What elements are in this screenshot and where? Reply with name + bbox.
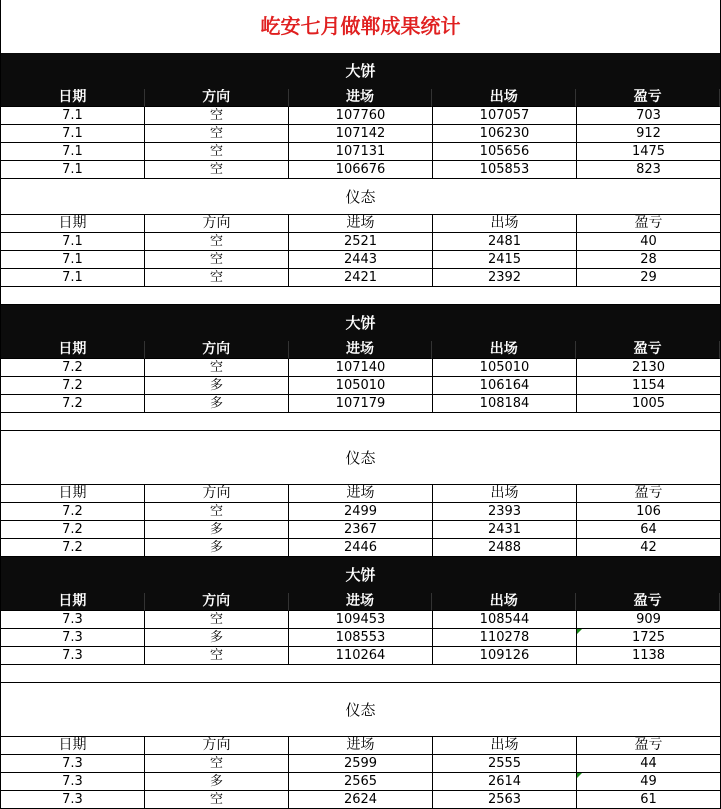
header-cell: 出场 [433, 485, 577, 503]
header-cell: 进场 [289, 341, 433, 359]
table-cell: 108553 [289, 629, 433, 647]
table-cell: 多 [145, 773, 289, 791]
table-cell: 多 [145, 377, 289, 395]
table-row [0, 107, 721, 125]
table-cell: 107140 [289, 359, 433, 377]
table-cell: 105656 [433, 143, 577, 161]
table-cell: 106164 [433, 377, 577, 395]
table-row [0, 251, 721, 269]
table-cell: 108184 [433, 395, 577, 413]
header-cell: 进场 [289, 737, 433, 755]
table-cell: 空 [145, 269, 289, 287]
table-cell: 7.1 [1, 233, 145, 251]
table-cell: 7.2 [1, 377, 145, 395]
table-cell: 2521 [289, 233, 433, 251]
table-cell: 2393 [433, 503, 577, 521]
header-cell: 日期 [1, 593, 145, 611]
table-cell: 109126 [433, 647, 577, 665]
table-cell: 7.2 [1, 503, 145, 521]
table-row [0, 755, 721, 773]
table-cell: 2481 [433, 233, 577, 251]
table-cell: 空 [145, 233, 289, 251]
table-row [0, 143, 721, 161]
table-cell: 106676 [289, 161, 433, 179]
table-cell: 1475 [577, 143, 720, 161]
header-cell: 盈亏 [577, 737, 720, 755]
btc-section [0, 53, 721, 179]
table-cell: 107057 [433, 107, 577, 125]
table-row [0, 629, 721, 647]
table-row [0, 791, 721, 809]
header-cell: 盈亏 [577, 485, 720, 503]
table-cell: 107131 [289, 143, 433, 161]
header-cell: 进场 [289, 593, 433, 611]
header-cell: 出场 [432, 89, 576, 107]
table-cell: 2421 [289, 269, 433, 287]
table-cell: 空 [145, 161, 289, 179]
table-cell: 2565 [289, 773, 433, 791]
header-cell: 出场 [432, 593, 576, 611]
table-cell: 2443 [289, 251, 433, 269]
table-cell: 多 [145, 539, 289, 557]
table-cell: 多 [145, 521, 289, 539]
table-cell: 7.3 [1, 629, 145, 647]
section-title: 大饼 [0, 557, 721, 593]
table-cell: 7.3 [1, 773, 145, 791]
sections-container [0, 53, 721, 809]
header-cell: 出场 [432, 341, 576, 359]
table-row [0, 269, 721, 287]
header-cell: 出场 [433, 737, 577, 755]
table-row [0, 233, 721, 251]
table-cell: 空 [145, 107, 289, 125]
table-cell: 7.1 [1, 143, 145, 161]
table-cell: 2367 [289, 521, 433, 539]
table-row [0, 125, 721, 143]
header-cell: 出场 [433, 215, 577, 233]
table-cell: 7.1 [1, 251, 145, 269]
table-cell: 空 [145, 647, 289, 665]
table-cell: 2130 [577, 359, 720, 377]
table-cell: 44 [577, 755, 720, 773]
table-cell: 7.1 [1, 269, 145, 287]
header-cell: 进场 [289, 89, 433, 107]
table-cell: 多 [145, 395, 289, 413]
table-cell: 64 [577, 521, 720, 539]
table-cell: 61 [577, 791, 720, 809]
table-row [0, 539, 721, 557]
header-row [0, 341, 721, 359]
table-row [0, 521, 721, 539]
eth-section [0, 179, 721, 287]
table-row [0, 377, 721, 395]
blank-row [0, 665, 721, 683]
table-cell: 2488 [433, 539, 577, 557]
table-cell: 2392 [433, 269, 577, 287]
table-cell: 29 [577, 269, 720, 287]
section-title: 仪态 [0, 431, 721, 485]
table-row [0, 647, 721, 665]
table-cell: 909 [577, 611, 720, 629]
table-cell: 107179 [289, 395, 433, 413]
table-cell: 7.2 [1, 539, 145, 557]
table-cell: 空 [145, 251, 289, 269]
header-cell: 方向 [145, 215, 289, 233]
header-cell: 盈亏 [576, 341, 720, 359]
table-cell: 105853 [433, 161, 577, 179]
header-row [0, 89, 721, 107]
table-cell: 110278 [433, 629, 577, 647]
table-cell: 空 [145, 143, 289, 161]
header-cell: 盈亏 [577, 215, 720, 233]
table-cell: 912 [577, 125, 720, 143]
table-cell: 7.1 [1, 161, 145, 179]
table-row [0, 395, 721, 413]
header-cell: 日期 [1, 89, 145, 107]
table-cell: 28 [577, 251, 720, 269]
table-cell: 108544 [433, 611, 577, 629]
table-cell: 空 [145, 125, 289, 143]
table-row [0, 161, 721, 179]
table-cell: 105010 [289, 377, 433, 395]
section-title: 仪态 [0, 683, 721, 737]
header-row [0, 485, 721, 503]
table-cell: 107142 [289, 125, 433, 143]
header-cell: 盈亏 [576, 89, 720, 107]
table-row [0, 503, 721, 521]
table-cell: 40 [577, 233, 720, 251]
table-cell: 106230 [433, 125, 577, 143]
section-title: 大饼 [0, 305, 721, 341]
table-cell: 110264 [289, 647, 433, 665]
section-title: 仪态 [0, 179, 721, 215]
header-cell: 方向 [145, 593, 289, 611]
table-row [0, 359, 721, 377]
table-cell: 7.3 [1, 791, 145, 809]
table-cell: 105010 [433, 359, 577, 377]
header-cell: 方向 [145, 341, 289, 359]
table-cell: 7.2 [1, 521, 145, 539]
table-cell: 2599 [289, 755, 433, 773]
table-cell: 109453 [289, 611, 433, 629]
table-cell: 空 [145, 755, 289, 773]
table-cell: 2415 [433, 251, 577, 269]
table-cell: 空 [145, 359, 289, 377]
eth-section [0, 431, 721, 557]
header-cell: 日期 [1, 737, 145, 755]
table-cell: 7.2 [1, 359, 145, 377]
header-cell: 进场 [289, 215, 433, 233]
header-cell: 方向 [145, 737, 289, 755]
table-cell: 2614 [433, 773, 577, 791]
table-cell: 107760 [289, 107, 433, 125]
table-cell: 2446 [289, 539, 433, 557]
header-cell: 盈亏 [576, 593, 720, 611]
table-cell: 2624 [289, 791, 433, 809]
section-title: 大饼 [0, 53, 721, 89]
sheet-title: 屹安七月做郸成果统计 [0, 0, 721, 53]
table-cell: 7.3 [1, 611, 145, 629]
btc-section [0, 287, 721, 431]
blank-row [0, 287, 721, 305]
table-cell: 49 [577, 773, 720, 791]
header-cell: 日期 [1, 485, 145, 503]
table-cell: 1005 [577, 395, 720, 413]
table-cell: 703 [577, 107, 720, 125]
table-cell: 7.2 [1, 395, 145, 413]
header-cell: 进场 [289, 485, 433, 503]
table-cell: 42 [577, 539, 720, 557]
table-cell: 7.3 [1, 647, 145, 665]
header-row [0, 737, 721, 755]
table-cell: 2555 [433, 755, 577, 773]
eth-section [0, 665, 721, 809]
header-cell: 方向 [145, 89, 289, 107]
header-cell: 日期 [1, 215, 145, 233]
table-cell: 106 [577, 503, 720, 521]
table-cell: 1725 [577, 629, 720, 647]
table-cell: 2499 [289, 503, 433, 521]
table-cell: 2431 [433, 521, 577, 539]
table-cell: 空 [145, 503, 289, 521]
btc-section [0, 557, 721, 665]
header-cell: 方向 [145, 485, 289, 503]
table-cell: 1154 [577, 377, 720, 395]
table-row [0, 773, 721, 791]
table-cell: 空 [145, 791, 289, 809]
table-cell: 2563 [433, 791, 577, 809]
table-cell: 7.1 [1, 107, 145, 125]
table-cell: 多 [145, 629, 289, 647]
table-row [0, 611, 721, 629]
table-cell: 823 [577, 161, 720, 179]
header-row [0, 593, 721, 611]
table-cell: 7.3 [1, 755, 145, 773]
blank-row [0, 413, 721, 431]
header-cell: 日期 [1, 341, 145, 359]
table-cell: 空 [145, 611, 289, 629]
header-row [0, 215, 721, 233]
table-cell: 7.1 [1, 125, 145, 143]
table-cell: 1138 [577, 647, 720, 665]
